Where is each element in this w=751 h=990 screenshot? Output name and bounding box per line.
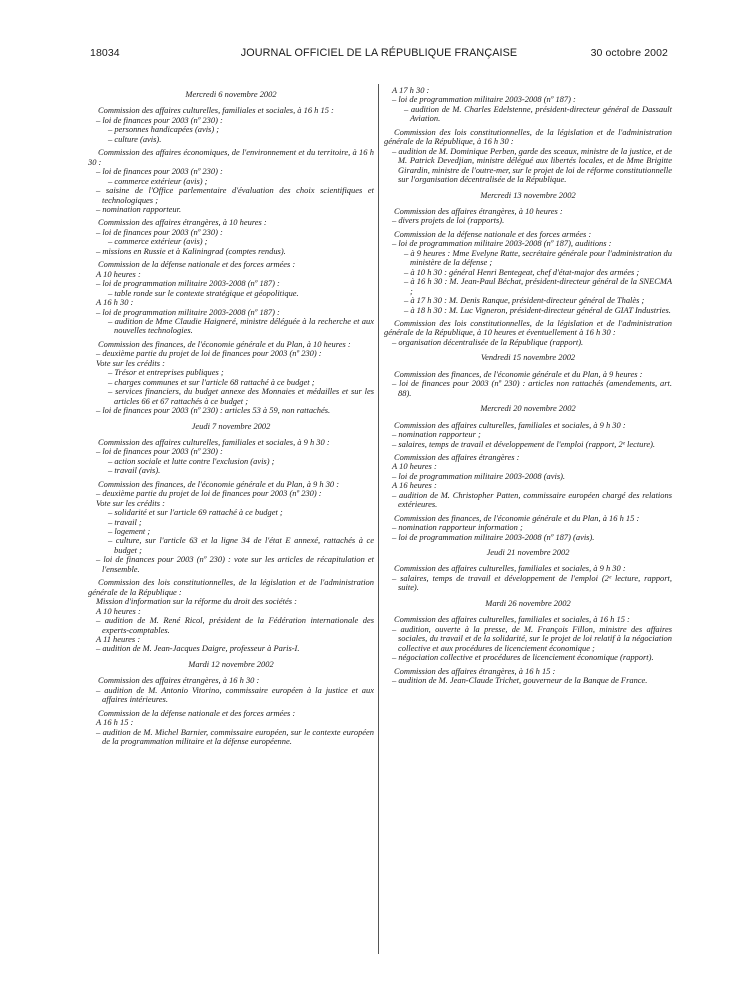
committee-heading: Commission de la défense nationale et des forces armées : bbox=[98, 259, 296, 270]
right-column bbox=[384, 86, 672, 689]
committee-heading: Commission des affaires étrangères, à 16 h 15 : bbox=[394, 665, 556, 676]
agenda-line: – à 18 h 30 : M. Luc Vigneron, président-directeur général de GIAT Industries. bbox=[404, 304, 671, 315]
agenda-line: – culture, sur l'article 63 et la ligne 34 de l'état E annexé, rattachés à ce budget ; bbox=[108, 535, 374, 555]
agenda-line: – loi de finances pour 2003 (nº 230) : vote sur les articles de récapitulation et l'ensemble. bbox=[96, 554, 374, 574]
agenda-line: – loi de programmation militaire 2003-2008 (nº 187) : bbox=[96, 306, 280, 317]
agenda-line: – audition de M. Antonio Vitorino, commissaire européen à la justice et aux affaires intérieures. bbox=[96, 684, 374, 705]
agenda-item bbox=[384, 564, 672, 592]
agenda-item bbox=[88, 438, 374, 476]
agenda-line: – à 16 h 30 : M. Jean-Paul Béchat, président-directeur général de la SNECMA ; bbox=[404, 276, 672, 296]
agenda-item bbox=[88, 340, 374, 416]
agenda-line: Mission d'information sur la réforme du droit des sociétés : bbox=[96, 596, 297, 607]
agenda-line: – missions en Russie et à Kaliningrad (comptes rendus). bbox=[96, 245, 286, 256]
committee-heading: Commission des lois constitutionnelles, de la législation et de l'administration générale de la République, à 16 h 30 : bbox=[384, 126, 672, 147]
agenda-item bbox=[384, 230, 672, 315]
session-date: Mercredi 13 novembre 2002 bbox=[480, 189, 576, 200]
agenda-item bbox=[384, 453, 672, 510]
agenda-line: – Trésor et entreprises publiques ; bbox=[108, 367, 224, 378]
agenda-line: – audition, ouverte à la presse, de M. François Fillon, ministre des affaires sociales, du travail et de la solidarité, sur le projet de loi relatif à la négociation collective et aux procédures de licenciement économique ; bbox=[392, 623, 672, 653]
agenda-line: – solidarité et sur l'article 69 rattaché à ce budget ; bbox=[108, 507, 283, 518]
agenda-item bbox=[88, 709, 374, 747]
agenda-line: – loi de programmation militaire 2003-2008 (nº 187), auditions : bbox=[392, 238, 612, 249]
committee-heading: Commission des finances, de l'économie générale et du Plan, à 10 heures : bbox=[98, 338, 351, 349]
agenda-line: – loi de finances pour 2003 (nº 230) : articles 53 à 59, non rattachés. bbox=[96, 405, 331, 416]
agenda-item bbox=[88, 676, 374, 704]
agenda-line: – loi de finances pour 2003 (nº 230) : articles non rattachés (amendements, art. 88). bbox=[392, 378, 672, 398]
committee-heading: Commission des affaires culturelles, familiales et sociales, à 9 h 30 : bbox=[394, 419, 626, 430]
agenda-line: Vote sur les crédits : bbox=[96, 357, 165, 368]
agenda-item bbox=[384, 615, 672, 662]
agenda-line: – charges communes et sur l'article 68 rattaché à ce budget ; bbox=[108, 376, 315, 387]
agenda-line: – deuxième partie du projet de loi de finances pour 2003 (nº 230) : bbox=[96, 348, 322, 359]
journal-title: JOURNAL OFFICIEL DE LA RÉPUBLIQUE FRANÇAISE bbox=[240, 47, 518, 59]
agenda-item bbox=[384, 319, 672, 347]
page-number: 18034 bbox=[90, 47, 120, 59]
left-column bbox=[88, 90, 374, 751]
session-date: Mercredi 6 novembre 2002 bbox=[185, 89, 277, 99]
committee-heading: Commission des finances, de l'économie générale et du Plan, à 16 h 15 : bbox=[394, 512, 640, 523]
agenda-item bbox=[384, 421, 672, 449]
agenda-item bbox=[384, 370, 672, 398]
column-divider bbox=[378, 84, 379, 954]
agenda-line: – commerce extérieur (avis) ; bbox=[108, 175, 208, 186]
agenda-item bbox=[88, 480, 374, 575]
agenda-line: – audition de M. Christopher Patten, commissaire européen chargé des relations extérieures. bbox=[392, 489, 672, 510]
agenda-line: – loi de programmation militaire 2003-2008 (nº 187) (avis). bbox=[392, 531, 595, 542]
agenda-line: A 11 heures : bbox=[96, 634, 141, 645]
agenda-line: – loi de finances pour 2003 (nº 230) : bbox=[96, 114, 223, 125]
agenda-line: – logement ; bbox=[108, 526, 151, 537]
agenda-line: – nomination rapporteur information ; bbox=[392, 522, 523, 533]
agenda-line: A 10 heures : bbox=[96, 268, 141, 279]
agenda-item bbox=[88, 218, 374, 256]
committee-heading: Commission des affaires culturelles, familiales et sociales, à 16 h 15 : bbox=[98, 105, 334, 116]
agenda-line: – loi de programmation militaire 2003-2008 (nº 187) : bbox=[96, 278, 280, 289]
agenda-line: – audition de M. René Ricol, président de la Fédération internationale des experts-comptables. bbox=[96, 615, 374, 635]
agenda-line: – à 9 heures : Mme Evelyne Ratte, secrétaire générale pour l'administration du ministère de la défense ; bbox=[404, 247, 672, 268]
agenda-line: – nomination rapporteur ; bbox=[392, 429, 481, 440]
agenda-line: – salaires, temps de travail et développement de l'emploi (2ᵉ lecture, rapport, suite). bbox=[392, 572, 672, 593]
committee-heading: Commission des affaires étrangères : bbox=[394, 451, 520, 462]
agenda-line: – culture (avis). bbox=[108, 133, 162, 144]
agenda-item bbox=[384, 514, 672, 542]
agenda-line: – à 17 h 30 : M. Denis Ranque, président-directeur général de Thalès ; bbox=[404, 295, 645, 306]
agenda-line: – loi de finances pour 2003 (nº 230) : bbox=[96, 226, 223, 237]
agenda-line: – saisine de l'Office parlementaire d'évaluation des choix scientifiques et technologiques ; bbox=[96, 185, 374, 205]
agenda-line: – services financiers, du budget annexe des Monnaies et médailles et sur les articles 66 et 67 rattachés à ce budget ; bbox=[108, 386, 374, 406]
agenda-line: – divers projets de loi (rapports). bbox=[392, 215, 505, 226]
agenda-line: – personnes handicapées (avis) ; bbox=[108, 124, 220, 135]
agenda-line: – salaires, temps de travail et développement de l'emploi (rapport, 2ᵉ lecture). bbox=[392, 438, 656, 449]
committee-heading: Commission des affaires étrangères, à 10 heures : bbox=[394, 205, 563, 216]
agenda-line: – audition de Mme Claudie Haigneré, ministre déléguée à la recherche et aux nouvelles technologies. bbox=[108, 315, 374, 336]
session-date: Jeudi 21 novembre 2002 bbox=[486, 547, 570, 558]
page-header bbox=[90, 47, 668, 61]
agenda-line: – négociation collective et procédures de licenciement économique (rapport). bbox=[392, 652, 654, 663]
agenda-line: – audition de M. Michel Barnier, commissaire européen, sur le contexte européen de la programmation militaire et la défense européenne. bbox=[96, 726, 374, 747]
committee-heading: Commission des affaires culturelles, familiales et sociales, à 9 h 30 : bbox=[394, 563, 626, 574]
agenda-item bbox=[88, 106, 374, 144]
committee-heading: Commission des affaires culturelles, familiales et sociales, à 9 h 30 : bbox=[98, 436, 330, 447]
agenda-item bbox=[88, 578, 374, 654]
issue-date: 30 octobre 2002 bbox=[590, 47, 668, 59]
agenda-item bbox=[88, 148, 374, 214]
agenda-line: A 17 h 30 : bbox=[392, 85, 430, 95]
agenda-line: – table ronde sur le contexte stratégique et géopolitique. bbox=[108, 287, 299, 298]
agenda-line: – nomination rapporteur. bbox=[96, 203, 182, 214]
agenda-line: A 16 h 15 : bbox=[96, 717, 134, 728]
agenda-item bbox=[384, 128, 672, 185]
session-date: Mercredi 20 novembre 2002 bbox=[480, 403, 576, 414]
agenda-line: – loi de programmation militaire 2003-2008 (avis). bbox=[392, 470, 566, 481]
session-date: Jeudi 7 novembre 2002 bbox=[191, 420, 271, 431]
committee-heading: Commission des affaires économiques, de l'environnement et du territoire, à 16 h 30 : bbox=[88, 147, 374, 167]
agenda-line: – audition de M. Charles Edelstenne, président-directeur général de Dassault Aviation. bbox=[404, 103, 672, 124]
agenda-line: – loi de finances pour 2003 (nº 230) : bbox=[96, 446, 223, 457]
agenda-line: – loi de programmation militaire 2003-2008 (nº 187) : bbox=[392, 94, 576, 105]
agenda-item bbox=[384, 667, 672, 686]
agenda-line: – organisation décentralisée de la République (rapport). bbox=[392, 336, 584, 347]
committee-heading: Commission des lois constitutionnelles, de la législation et de l'administration générale de la République, à 10 heures et éventuellement à 16 h 30 : bbox=[384, 317, 672, 338]
agenda-line: A 16 heures : bbox=[392, 480, 437, 491]
agenda-item bbox=[384, 86, 672, 124]
session-date: Mardi 26 novembre 2002 bbox=[485, 597, 571, 608]
agenda-line: – commerce extérieur (avis) ; bbox=[108, 236, 208, 247]
session-date: Vendredi 15 novembre 2002 bbox=[480, 352, 576, 363]
agenda-line: – à 10 h 30 : général Henri Bentegeat, chef d'état-major des armées ; bbox=[404, 266, 640, 277]
agenda-line: – action sociale et lutte contre l'exclusion (avis) ; bbox=[108, 455, 275, 466]
agenda-line: – audition de M. Dominique Perben, garde des sceaux, ministre de la justice, et de M. Patrick Devedjian, ministre délégué aux libertés locales, et de Mme Brigitte Girardin, ministre de l'outre-mer, sur le projet de loi de réforme constitutionnelle sur l'organisation décentralisée de la République. bbox=[392, 145, 672, 185]
committee-heading: Commission des lois constitutionnelles, de la législation et de l'administration générale de la République : bbox=[88, 577, 374, 597]
agenda-line: A 10 heures : bbox=[96, 605, 141, 616]
agenda-line: – audition de M. Jean-Claude Trichet, gouverneur de la Banque de France. bbox=[392, 675, 648, 686]
committee-heading: Commission de la défense nationale et des forces armées : bbox=[98, 707, 296, 718]
committee-heading: Commission des affaires étrangères, à 16 h 30 : bbox=[98, 675, 260, 686]
agenda-line: Vote sur les crédits : bbox=[96, 497, 165, 508]
committee-heading: Commission des affaires culturelles, familiales et sociales, à 16 h 15 : bbox=[394, 614, 630, 625]
agenda-item bbox=[384, 207, 672, 226]
committee-heading: Commission des finances, de l'économie générale et du Plan, à 9 h 30 : bbox=[98, 478, 340, 489]
agenda-line: – loi de finances pour 2003 (nº 230) : bbox=[96, 166, 223, 177]
agenda-line: A 16 h 30 : bbox=[96, 297, 134, 308]
committee-heading: Commission de la défense nationale et des forces armées : bbox=[394, 228, 592, 239]
agenda-line: – audition de M. Jean-Jacques Daigre, professeur à Paris-I. bbox=[96, 643, 300, 654]
agenda-line: A 10 heures : bbox=[392, 461, 437, 472]
agenda-item bbox=[88, 260, 374, 336]
agenda-line: – deuxième partie du projet de loi de finances pour 2003 (nº 230) : bbox=[96, 488, 322, 499]
agenda-line: – travail ; bbox=[108, 516, 142, 527]
agenda-line: – travail (avis). bbox=[108, 465, 161, 476]
committee-heading: Commission des affaires étrangères, à 10 heures : bbox=[98, 217, 267, 228]
committee-heading: Commission des finances, de l'économie générale et du Plan, à 9 heures : bbox=[394, 368, 643, 379]
session-date: Mardi 12 novembre 2002 bbox=[188, 658, 274, 669]
